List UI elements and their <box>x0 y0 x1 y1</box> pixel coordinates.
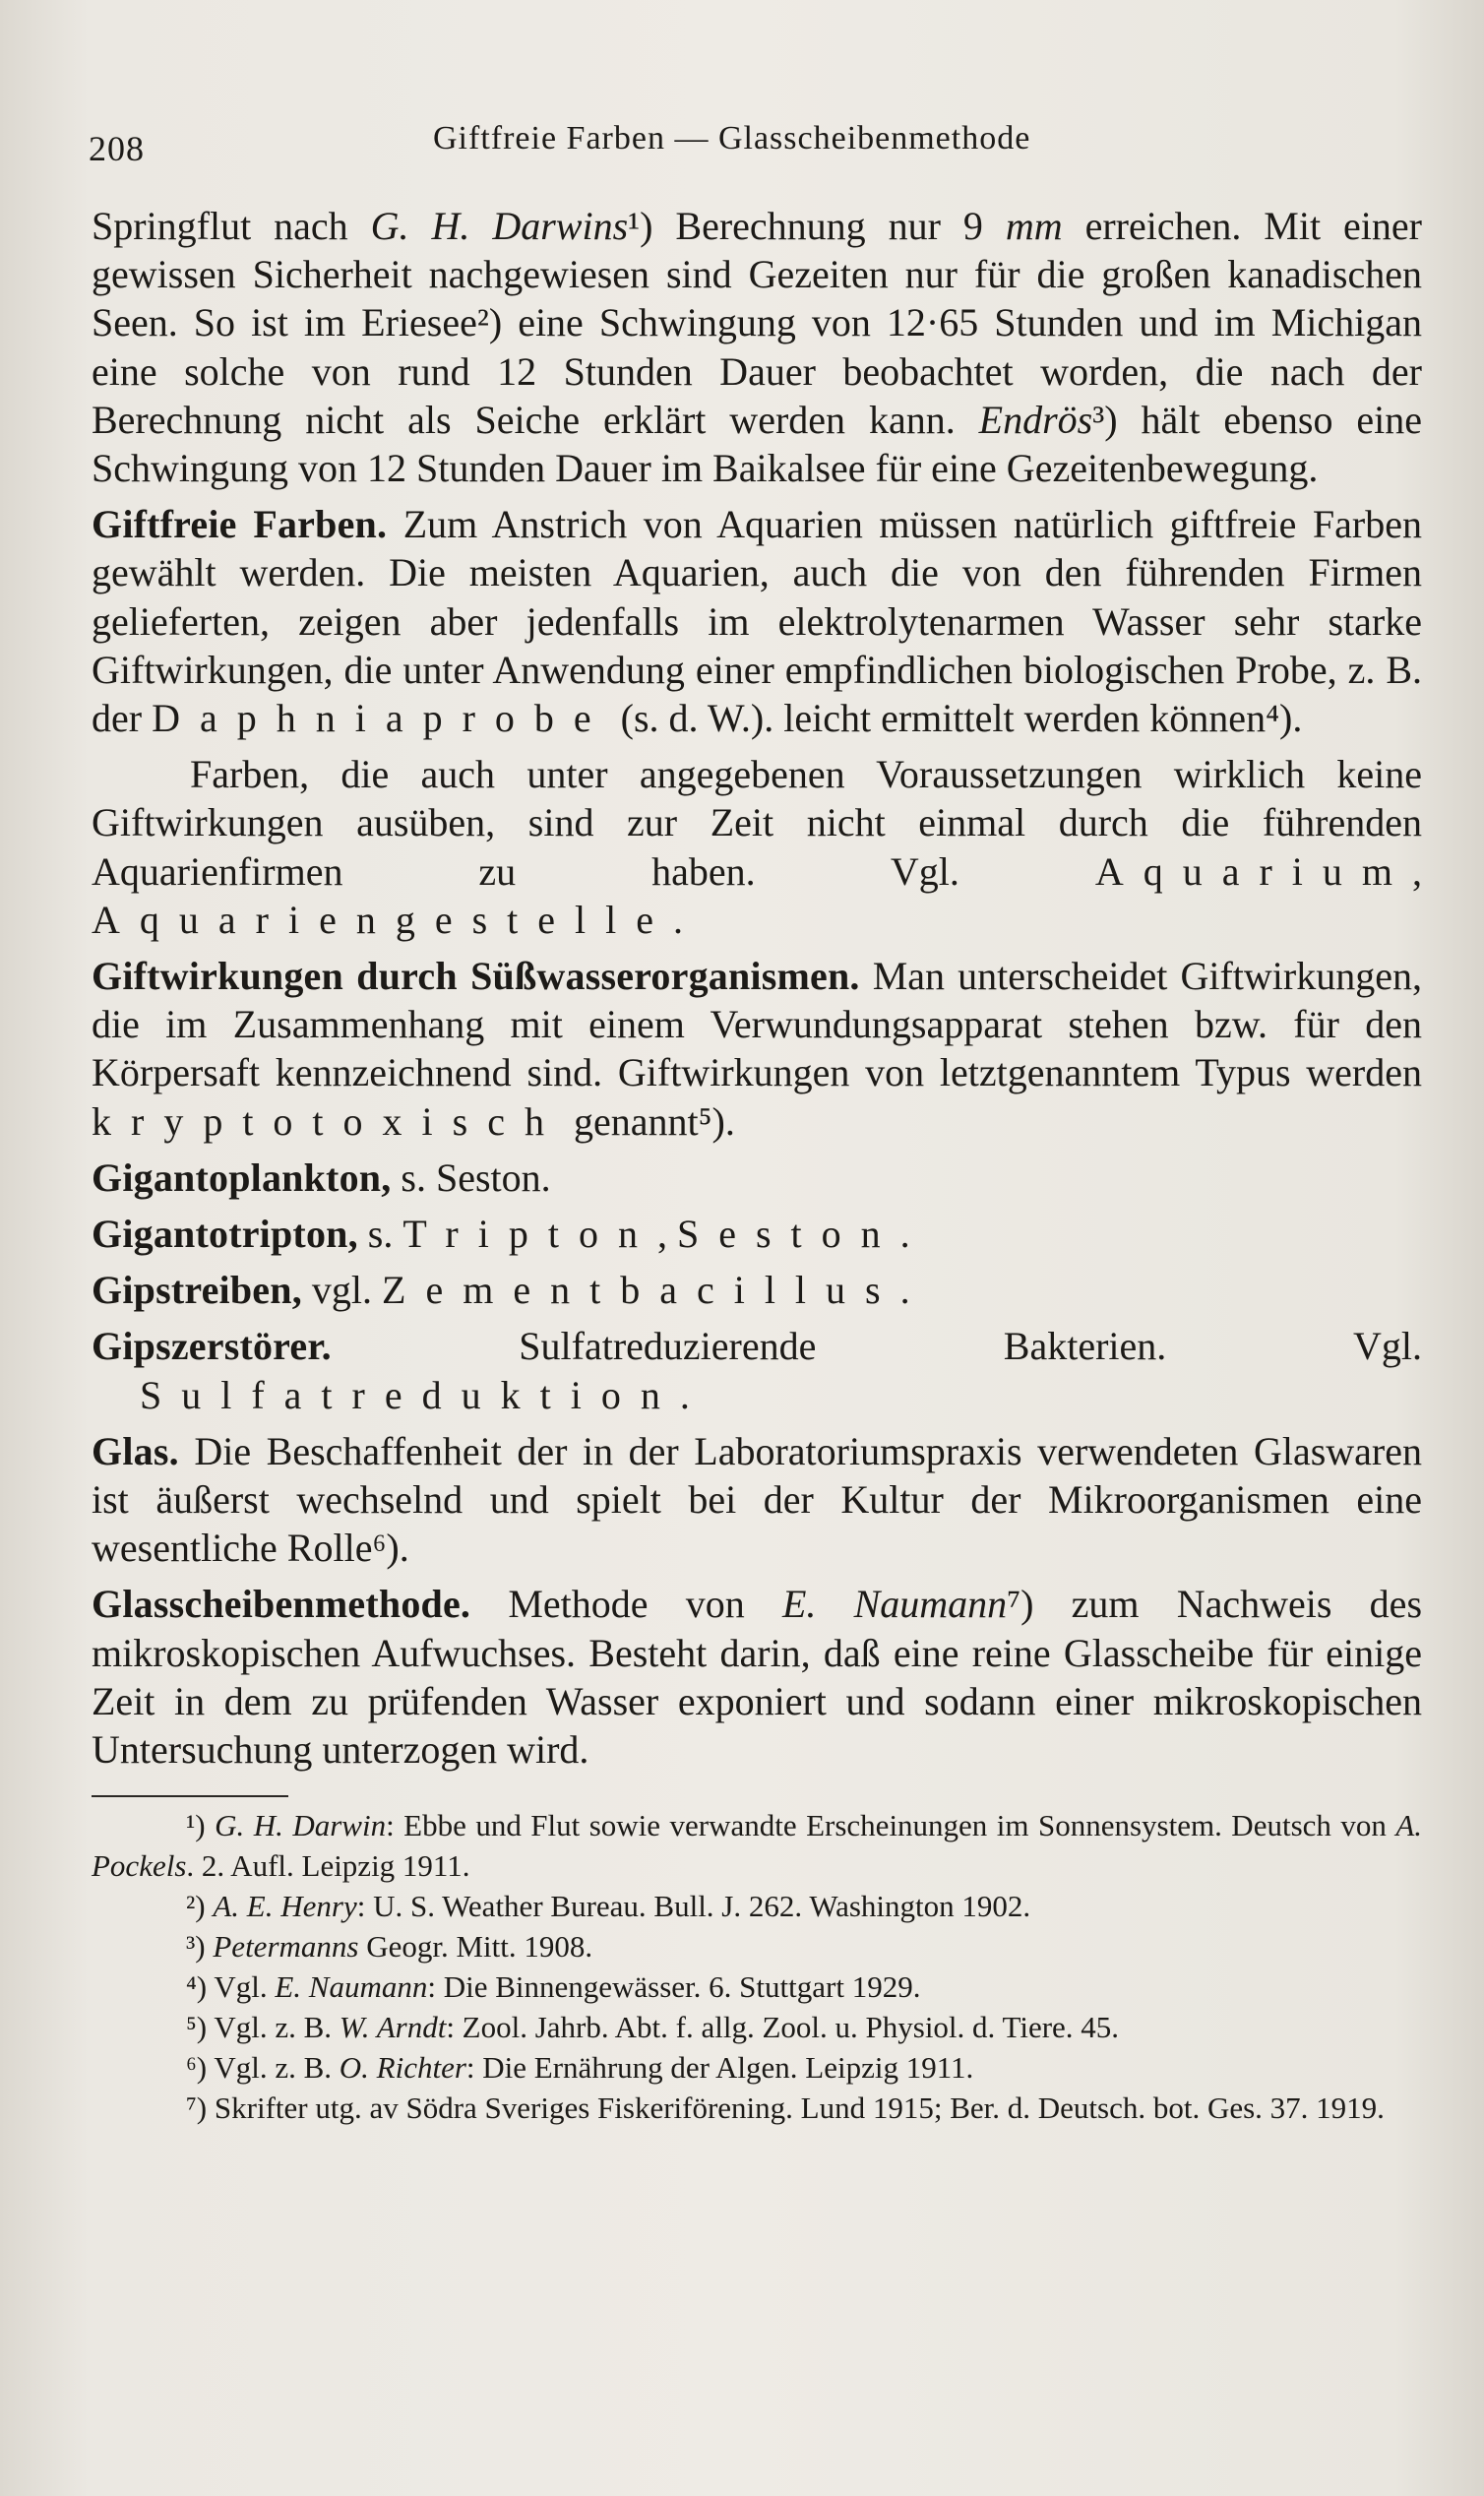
footnote: ²) A. E. Henry: U. S. Weather Bureau. Bull. J. 262. Washington 1902. <box>92 1886 1422 1926</box>
footnote: ⁶) Vgl. z. B. O. Richter: Die Ernährung der Algen. Leipzig 1911. <box>92 2047 1422 2088</box>
footnote-mark: ⁵) <box>186 2010 208 2045</box>
cross-reference: Aquarium <box>1094 848 1412 894</box>
entry-gipszerstoerer: Gipszerstörer. Sulfatreduzierende Bakterien. Vgl. Sulfatreduktion. <box>92 1324 1422 1417</box>
cross-reference: Zementbacillus <box>382 1268 900 1313</box>
main-text <box>92 202 1422 2128</box>
cross-reference: Sulfatreduktion <box>140 1372 680 1417</box>
author-name: E. Naumann <box>781 1582 1008 1627</box>
term: kryptotoxisch <box>92 1098 564 1144</box>
running-head: Giftfreie Farben — Glasscheibenmethode <box>433 120 1031 156</box>
lemma: Gipstreiben, <box>92 1268 302 1313</box>
footnote-mark: ³) <box>186 1929 206 1965</box>
lemma: Glasscheibenmethode. <box>92 1582 471 1627</box>
footnote: ¹) G. H. Darwin: Ebbe und Flut sowie verwandte Erscheinungen im Sonnensystem. Deutsch von A. Pockels. 2. Aufl. Leipzig 1911. <box>92 1805 1422 1886</box>
cross-reference: Seston <box>676 1212 900 1257</box>
footnote: ⁴) Vgl. E. Naumann: Die Binnengewässer. 6. Stuttgart 1929. <box>92 1966 1422 2007</box>
lemma: Giftfreie Farben. <box>92 502 388 547</box>
lemma: Gipszerstörer. <box>92 1324 332 1369</box>
footnotes <box>92 1805 1422 2128</box>
author-name: Endrös <box>978 397 1093 442</box>
cross-reference: Aquariengestelle <box>92 897 673 942</box>
page-number: 208 <box>89 129 145 168</box>
cross-reference: Daphniaprobe <box>152 696 611 741</box>
footnote-mark: ⁴) <box>186 1969 208 2005</box>
entry-gigantoplankton: Gigantoplankton, s. Seston. <box>92 1154 551 1200</box>
entry-giftwirkungen: Giftwirkungen durch Süßwasserorganismen. Man unterscheidet Giftwirkungen, die im Zusammenhang mit einem Verwundungsapparat stehen bzw. für den Körpersaft kennzeichnend sind. Giftwirkungen von letztgenanntem Typus werden kryptotoxisch genannt⁵). <box>92 954 1422 1144</box>
entry-glas: Glas. Die Beschaffenheit der in der Laboratoriumspraxis verwendeten Glaswaren ist äußerst wechselnd und spielt bei der Kultur der Mikroorganismen eine wesentliche Rolle⁶). <box>92 1428 1422 1571</box>
paragraph-springflut: Springflut nach G. H. Darwins¹) Berechnung nur 9 mm erreichen. Mit einer gewissen Sicherheit nachgewiesen sind Gezeiten nur für die großen kanadischen Seen. So ist im Eriesee²) eine Schwingung von 12·65 Stunden und im Michigan eine solche von rund 12 Stunden Dauer beobachtet worden, die nach der Berechnung nicht als Seiche erklärt werden kann. Endrös³) hält ebenso eine Schwingung von 12 Stunden Dauer im Baikalsee für eine Gezeitenbewegung. <box>92 204 1422 491</box>
author-name: G. H. Darwins <box>370 204 629 248</box>
entry-glasscheibenmethode: Glasscheibenmethode. Methode von E. Naumann⁷) zum Nachweis des mikroskopischen Aufwuchses. Besteht darin, daß eine reine Glasscheibe für einige Zeit in dem zu prüfenden Wasser exponiert und sodann einer mikroskopischen Untersuchung unterzogen wird. <box>92 1582 1423 1773</box>
page-header <box>89 110 1437 169</box>
paragraph-farben: Farben, die auch unter angegebenen Voraussetzungen wirklich keine Giftwirkungen ausüben, sind zur Zeit nicht einmal durch die führenden Aquarienfirmen zu haben. Vgl. Aquarium, Aquariengestelle. <box>92 752 1422 942</box>
entry-giftfreie-farben: Giftfreie Farben. Zum Anstrich von Aquarien müssen natürlich giftfreie Farben gewählt werden. Die meisten Aquarien, auch die von den führenden Firmen gelieferten, zeigen aber jedenfalls im elektrolytenarmen Wasser sehr starke Giftwirkungen, die unter Anwendung einer empfindlichen biologischen Probe, z. B. der Daphniaprobe (s. d. W.). leicht ermittelt werden können⁴). <box>92 502 1422 741</box>
lemma: Gigantoplankton, <box>92 1154 392 1200</box>
footnote-mark: ¹) <box>186 1808 206 1843</box>
entry-gipstreiben: Gipstreiben, vgl. Zementbacillus. <box>92 1268 910 1313</box>
lemma: Gigantotripton, <box>92 1212 358 1257</box>
footnote-mark: ²) <box>186 1889 206 1924</box>
entry-gigantotripton: Gigantotripton, s. Tripton, Seston. <box>92 1212 910 1257</box>
footnote-mark: ⁷) <box>186 2090 208 2126</box>
unit: mm <box>1005 204 1063 248</box>
lemma: Glas. <box>92 1428 179 1473</box>
footnote: ⁷) Skrifter utg. av Södra Sveriges Fiskeriförening. Lund 1915; Ber. d. Deutsch. bot. Ges. 37. 1919. <box>92 2088 1422 2128</box>
footnote: ³) Petermanns Geogr. Mitt. 1908. <box>92 1926 1422 1966</box>
footnote: ⁵) Vgl. z. B. W. Arndt: Zool. Jahrb. Abt. f. allg. Zool. u. Physiol. d. Tiere. 45. <box>92 2007 1422 2047</box>
footnote-mark: ⁶) <box>186 2050 208 2086</box>
lemma: Giftwirkungen durch Süßwasserorganismen. <box>92 954 860 999</box>
footnote-divider <box>92 1795 288 1797</box>
cross-reference: Tripton <box>402 1212 657 1257</box>
